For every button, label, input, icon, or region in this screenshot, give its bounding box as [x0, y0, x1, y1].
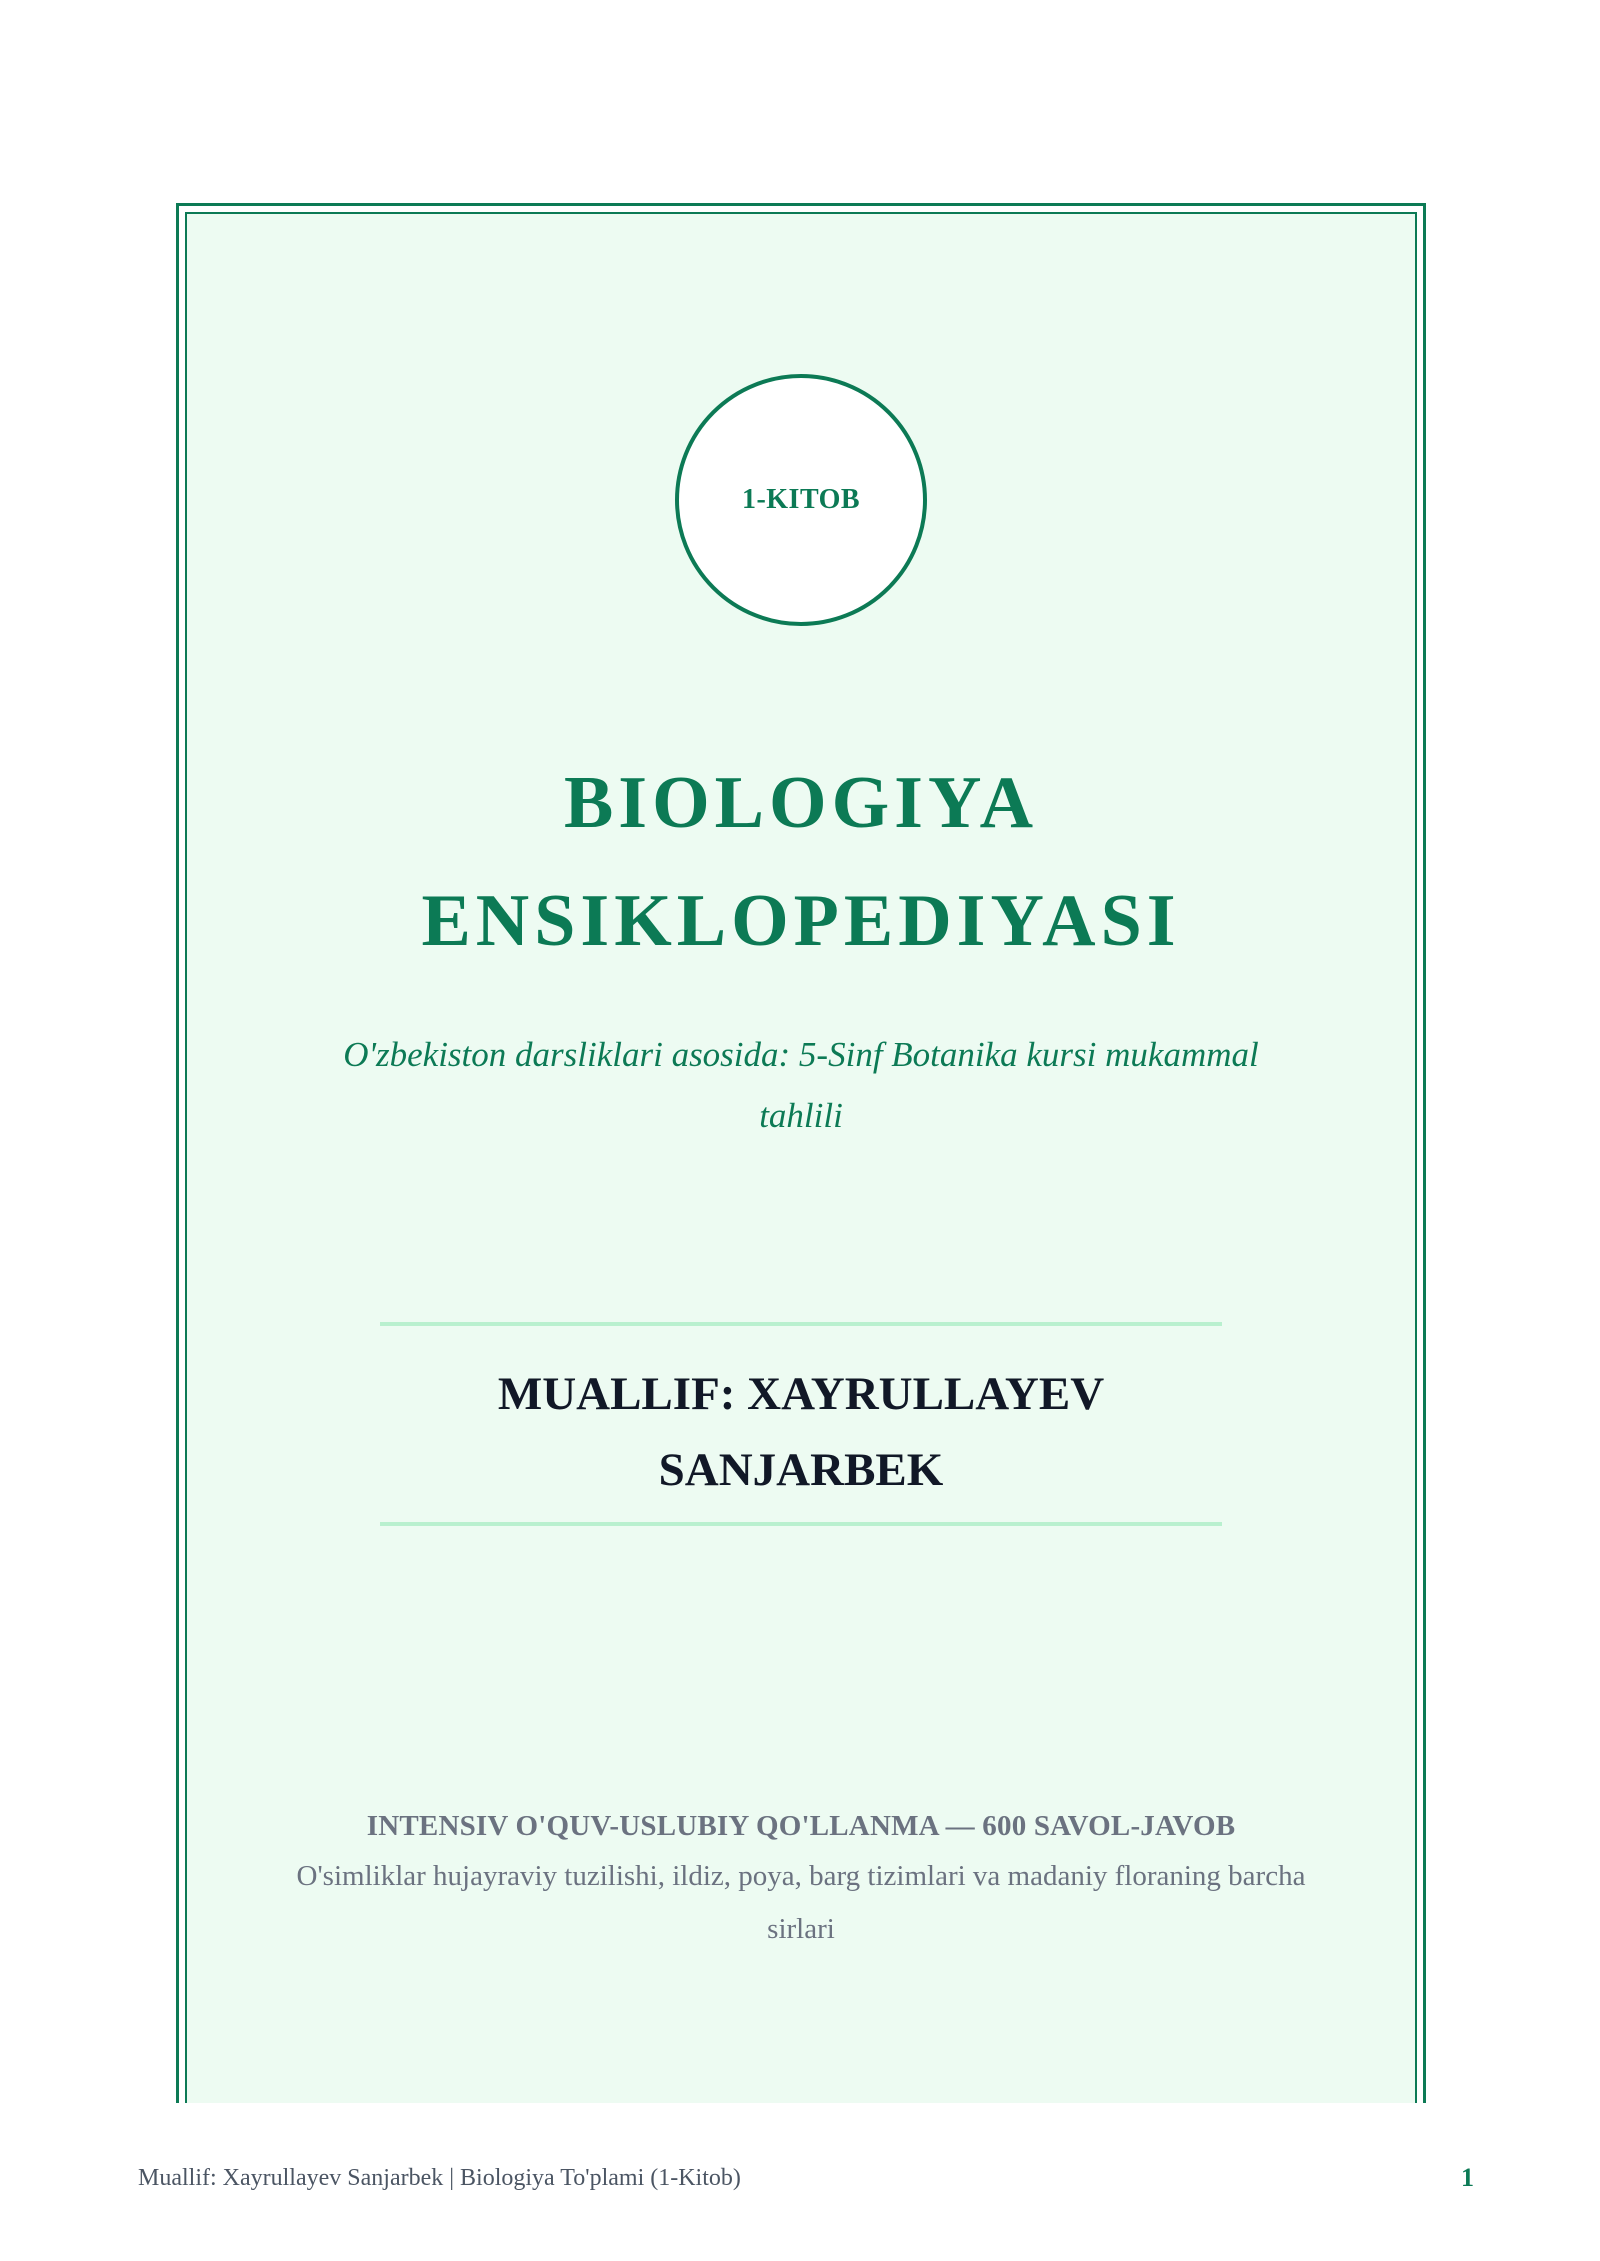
book-number-label: 1-KITOB: [741, 484, 861, 515]
book-tagline: INTENSIV O'QUV-USLUBIY QO'LLANMA — 600 SAVOL-JAVOB: [366, 1810, 1236, 1842]
book-number-badge: [675, 374, 927, 626]
author-divider-top: [380, 1322, 1222, 1326]
author-divider-bottom: [380, 1522, 1222, 1526]
book-subtitle: O'zbekiston darsliklari asosida: 5-Sinf Botanika kursi mukammal tahlili: [343, 1035, 1259, 1135]
author-line-1: MUALLIF: XAYRULLAYEV: [497, 1368, 1105, 1420]
book-title-line-2: ENSIKLOPEDIYASI: [421, 880, 1181, 962]
book-description: O'simliklar hujayraviy tuzilishi, ildiz, poya, barg tizimlari va madaniy floraning barcha sirlari: [296, 1860, 1306, 1945]
author-line-2: SANJARBEK: [658, 1444, 944, 1496]
page-footer-text: Muallif: Xayrullayev Sanjarbek | Biologiya To'plami (1-Kitob): [138, 2165, 741, 2191]
book-title-line-1: BIOLOGIYA: [563, 762, 1039, 844]
book-title: [187, 744, 1415, 980]
cover-panel: [185, 212, 1417, 2103]
cover-frame: [176, 203, 1426, 2103]
page-number: 1: [1461, 2163, 1474, 2192]
author-name: [367, 1356, 1235, 1508]
